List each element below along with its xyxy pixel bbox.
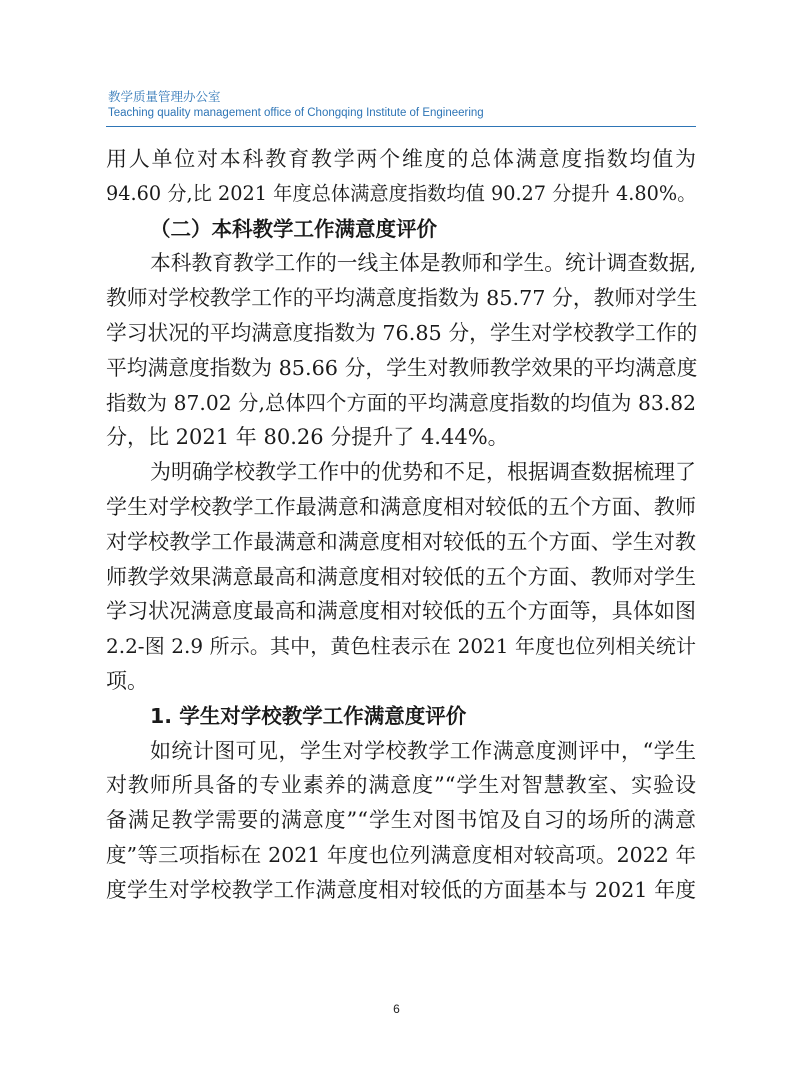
- paragraph-line: 学习状况满意度最高和满意度相对较低的五个方面等，具体如图: [106, 599, 696, 624]
- paragraph-line: 对学校教学工作最满意和满意度相对较低的五个方面、学生对教: [106, 529, 696, 554]
- paragraph-line: 如统计图可见，学生对学校教学工作满意度测评中，“学生: [150, 738, 696, 763]
- header-divider: [106, 126, 696, 127]
- document-body: [106, 142, 696, 908]
- paragraph-line: 项。: [106, 668, 148, 693]
- paragraph-line: 分，比 2021 年 80.26 分提升了 4.44%。: [106, 425, 509, 450]
- section-heading: （二）本科教学工作满意度评价: [150, 216, 437, 241]
- paragraph-line: 度学生对学校教学工作满意度相对较低的方面基本与 2021 年度: [106, 877, 696, 902]
- paragraph-line: 指数为 87.02 分,总体四个方面的平均满意度指数的均值为 83.82: [106, 390, 696, 415]
- header-title-en: Teaching quality management office of Chongqing Institute of Engineering: [108, 107, 484, 119]
- subsection-heading: 1. 学生对学校教学工作满意度评价: [150, 703, 467, 728]
- paragraph-line: 2.2-图 2.9 所示。其中，黄色柱表示在 2021 年度也位列相关统计: [106, 634, 696, 659]
- paragraph-line: 94.60 分,比 2021 年度总体满意度指数均值 90.27 分提升 4.80%。: [106, 181, 697, 205]
- header-title-cn: 教学质量管理办公室: [108, 89, 221, 104]
- paragraph-line: 教师对学校教学工作的平均满意度指数为 85.77 分，教师对学生: [106, 286, 698, 311]
- paragraph-line: 为明确学校教学工作中的优势和不足，根据调查数据梳理了: [150, 460, 696, 485]
- paragraph-line: 师教学效果满意最高和满意度相对较低的五个方面、教师对学生: [106, 564, 696, 589]
- paragraph-line: 本科教育教学工作的一线主体是教师和学生。统计调查数据,: [150, 251, 697, 276]
- paragraph-line: 备满足教学需要的满意度”“学生对图书馆及自习的场所的满意: [106, 808, 696, 833]
- paragraph-line: 学生对学校教学工作最满意和满意度相对较低的五个方面、教师: [106, 494, 696, 519]
- paragraph-line: 对教师所具备的专业素养的满意度”“学生对智慧教室、实验设: [106, 773, 696, 798]
- paragraph-line: 学习状况的平均满意度指数为 76.85 分，学生对学校教学工作的: [106, 320, 698, 345]
- page-header: [108, 88, 696, 121]
- paragraph-line: 度”等三项指标在 2021 年度也位列满意度相对较高项。2022 年: [106, 842, 696, 867]
- paragraph-line: 平均满意度指数为 85.66 分，学生对教师教学效果的平均满意度: [106, 355, 698, 380]
- page-number: 6: [393, 1002, 400, 1016]
- paragraph-line: 用人单位对本科教育教学两个维度的总体满意度指数均值为: [106, 147, 696, 171]
